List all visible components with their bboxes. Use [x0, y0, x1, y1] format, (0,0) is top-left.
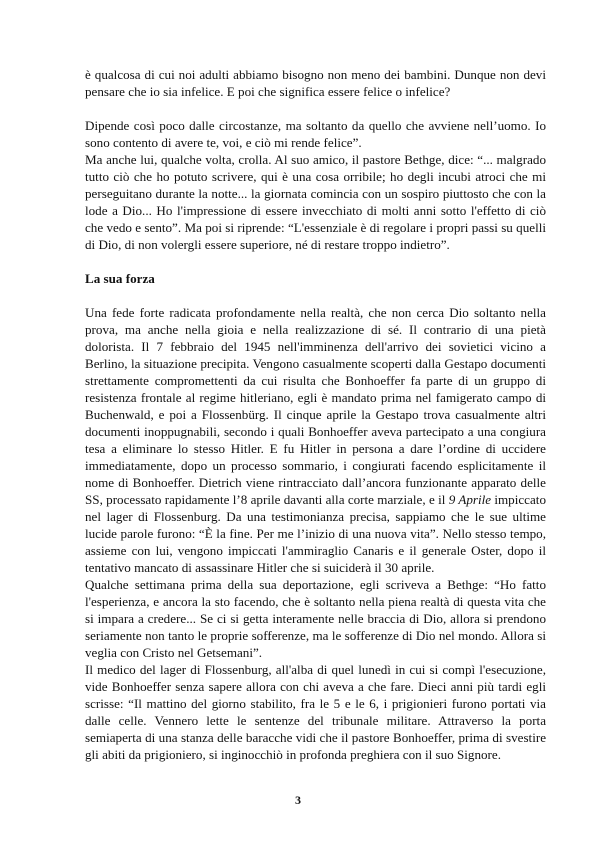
- paragraph-4-part-a: Una fede forte radicata profondamente nella realtà, che non cerca Dio soltanto nella prova, ma anche nella gioia e nella realizzazione di sé. Il contrario di una pietà dolorista. Il 7 febbraio del 1945 nell'imminenza dell'arrivo dei sovietici vicino a Berlino, la situazione precipita. Vengono casualmente scoperti dalla Gestapo documenti strettamente compromettenti da cui risulta che Bonhoeffer fa parte di un gruppo di resistenza frontale al regime hitleriano, egli è mandato prima nel famigerato campo di Buchenwald, e poi a Flossenbürg. Il cinque aprile la Gestapo trova casualmente altri documenti inoppugnabili, secondo i quali Bonhoeffer aveva partecipato a una congiura tesa a eliminare lo stesso Hitler. E fu Hitler in persona a dare l’ordine di uccidere immediatamente, dopo un processo sommario, i congiurati facendo esplicitamente il nome di Bonhoeffer. Dietrich viene rintracciato dall’ancora funzionante apparato delle SS, processato rapidamente l’8 aprile davanti alla corte marziale, e il: [85, 305, 546, 507]
- paragraph-1: è qualcosa di cui noi adulti abbiamo bisogno non meno dei bambini. Dunque non devi pensare che io sia infelice. E poi che significa essere felice o infelice?: [85, 67, 546, 99]
- paragraph-3: Ma anche lui, qualche volta, crolla. Al suo amico, il pastore Bethge, dice: “... malgrado tutto ciò che ho potuto scrivere, qui è una cosa orribile; ho degli incubi atroci che mi perseguitano durante la notte... la giornata comincia con un sospiro piuttosto che con la lode a Dio... Ho l'impressione di essere invecchiato di molti anni sotto l'effetto di ciò che vedo e sento”. Ma poi si riprende: “L'essenziale è di regolare i propri passi su quelli di Dio, di non volergli essere superiore, né di restare troppo indietro”.: [85, 152, 546, 252]
- paragraph-5: Qualche settimana prima della sua deportazione, egli scriveva a Bethge: “Ho fatto l'esperienza, e ancora la sto facendo, che è soltanto nella piena realtà di questa vita che si impara a credere... Se ci si getta interamente nelle braccia di Dio, allora si prendono seriamente non tanto le proprie sofferenze, ma le sofferenze di Dio nel mondo. Allora si veglia con Cristo nel Getsemani”.: [85, 577, 546, 660]
- paragraph-gap: [85, 100, 546, 117]
- paragraph-2: Dipende così poco dalle circostanze, ma soltanto da quello che avviene nell’uomo. Io sono contento di avere te, voi, e ciò mi rende felice”.: [85, 118, 546, 150]
- date-italic: 9 Aprile: [448, 492, 492, 507]
- document-body: [85, 66, 546, 763]
- paragraph-gap: [85, 253, 546, 270]
- page-number: 3: [295, 793, 301, 807]
- paragraph-gap: [85, 287, 546, 304]
- paragraph-4-part-b: impiccato nel lager di Flossenburg. Da una testimonianza precisa, sappiamo che le sue ultime lucide parole furono: “È la fine. Per me l’inizio di una nuova vita”. Nello stesso tempo, assieme con lui, vengono impiccati l'ammiraglio Canaris e il generale Oster, dopo il tentativo mancato di assassinare Hitler che si suiciderà il 30 aprile.: [85, 492, 546, 575]
- section-heading: La sua forza: [85, 271, 155, 286]
- paragraph-4: [85, 304, 546, 576]
- paragraph-6: Il medico del lager di Flossenburg, all'alba di quel lunedì in cui si compì l'esecuzione, vide Bonhoeffer senza sapere allora con chi aveva a che fare. Dieci anni più tardi egli scrisse: “Il mattino del giorno stabilito, fra le 5 e le 6, i prigionieri furono portati via dalle celle. Vennero lette le sentenze del tribunale militare. Attraverso la porta semiaperta di una stanza delle baracche vidi che il pastore Bonhoeffer, prima di svestire gli abiti da prigioniero, si inginocchiò in profonda preghiera con il suo Signore.: [85, 662, 546, 762]
